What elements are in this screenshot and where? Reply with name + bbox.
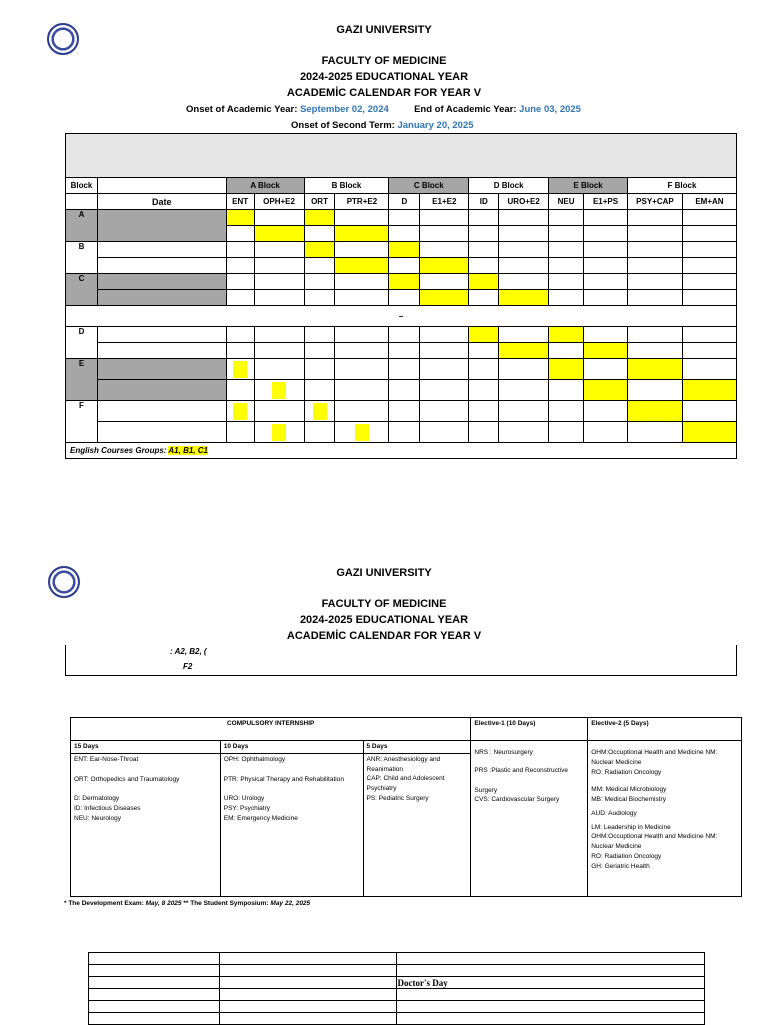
- internship-item: ORT: Orthopedics and Traumatology: [74, 775, 180, 783]
- block-a-header: A Block: [226, 178, 304, 194]
- col-e1-ps: E1+PS: [584, 194, 628, 210]
- internship-item: CAP: Child and Adolescent Psychiatry: [366, 775, 445, 792]
- days5-header: 5 Days: [363, 741, 471, 754]
- internship-item: ENT: Ear-Nose-Throat: [74, 755, 139, 763]
- internship-item: NEU: Neurology: [74, 814, 121, 822]
- dev-exam-date: May, 8 2025: [145, 900, 182, 907]
- university-title: GAZI UNIVERSITY: [336, 24, 432, 36]
- page2-fragment-1: : A2, B2, (: [170, 647, 207, 656]
- days15-header: 15 Days: [71, 741, 221, 754]
- col-neu: NEU: [549, 194, 584, 210]
- elective2-item: AUD: Audiology: [591, 809, 637, 817]
- col-em-an: EM+AN: [682, 194, 736, 210]
- elective1-item: PRS :Plastic and Reconstructive: [474, 766, 568, 774]
- internship-table: [70, 717, 742, 897]
- calendar-title-2: ACADEMİC CALENDAR FOR YEAR V: [286, 630, 482, 642]
- elective2-item: RO: Radiation Oncology: [591, 768, 662, 776]
- col-d: D: [389, 194, 420, 210]
- onset-line: [186, 104, 581, 115]
- page2-cropped-box: [65, 645, 737, 676]
- row-label-b: B: [66, 242, 98, 274]
- row-label-e: E: [66, 359, 98, 401]
- calendar-title: ACADEMİC CALENDAR FOR YEAR V: [286, 87, 482, 99]
- elective2-item: LM: Leadership in Medicine: [591, 823, 671, 831]
- compulsory-header: COMPULSORY INTERNSHIP: [71, 718, 471, 741]
- elective1-item: Surgery: [474, 786, 498, 794]
- onset-value: September 02, 2024: [300, 104, 389, 115]
- english-label: English Courses Groups:: [70, 446, 167, 455]
- calendar-table: [65, 177, 737, 459]
- block-e-header: E Block: [549, 178, 628, 194]
- onset-label: Onset of Academic Year:: [186, 104, 298, 115]
- elective2-list: [588, 741, 742, 897]
- col-ent: ENT: [226, 194, 254, 210]
- date-header: Date: [97, 194, 226, 210]
- block-d-header: D Block: [469, 178, 549, 194]
- end-value: June 03, 2025: [519, 104, 581, 115]
- bottom-table: [88, 952, 705, 1025]
- doctors-day: Doctor's Day: [397, 978, 448, 988]
- internship-item: URO: Urology: [223, 795, 265, 803]
- english-groups: A1, B1, C1: [168, 446, 208, 455]
- elective2-item: OHM:Occuptional Health and Medicine NM: Nuclear Medicine: [591, 749, 718, 766]
- days5-list: [363, 753, 471, 896]
- header-banner: [65, 133, 737, 178]
- elective2-header: Elective-2 (5 Days): [588, 718, 742, 741]
- symposium-label: ** The Student Symposium:: [183, 900, 269, 907]
- row-label-a: A: [66, 210, 98, 242]
- dev-exam-label: * The Development Exam:: [64, 900, 144, 907]
- year-title: 2024-2025 EDUCATIONAL YEAR: [299, 71, 469, 83]
- elective1-item: NRS : Neurosurgery: [474, 749, 533, 756]
- elective2-item: OHM:Occuptional Health and Medicine NM: Nuclear Medicine: [591, 833, 718, 850]
- days15-list: [71, 753, 221, 896]
- second-term-label: Onset of Second Term:: [291, 120, 395, 131]
- elective2-item: MM: Medical Microbiology: [591, 786, 667, 794]
- block-f-header: F Block: [628, 178, 737, 194]
- term-separator: –: [66, 306, 737, 327]
- elective2-item: GH: Geriatric Health: [591, 862, 650, 870]
- internship-item: D: Dermatology: [74, 795, 120, 803]
- page2-fragment-2: F2: [183, 662, 193, 671]
- col-id: ID: [469, 194, 499, 210]
- year-title-2: 2024-2025 EDUCATIONAL YEAR: [299, 614, 469, 626]
- second-term-value: January 20, 2025: [397, 120, 474, 131]
- faculty-title: FACULTY OF MEDICINE: [321, 55, 447, 67]
- internship-item: ID: Infectious Diseases: [74, 805, 141, 812]
- col-ort: ORT: [304, 194, 335, 210]
- elective1-list: [471, 741, 588, 897]
- block-c-header: C Block: [389, 178, 469, 194]
- internship-item: PS: Pediatric Surgery: [366, 794, 429, 802]
- row-label-f: F: [66, 401, 98, 443]
- university-title-2: GAZI UNIVERSITY: [336, 567, 432, 579]
- internship-item: EM: Emergency Medicine: [223, 814, 298, 822]
- row-label-d: D: [66, 327, 98, 359]
- end-label: End of Academic Year:: [414, 104, 517, 115]
- days10-list: [220, 753, 363, 896]
- col-uro-e2: URO+E2: [499, 194, 549, 210]
- second-term-line: [291, 120, 474, 131]
- internship-item: ANR: Anesthesiology and Reanimation: [366, 755, 441, 773]
- row-label-c: C: [66, 274, 98, 306]
- col-oph-e2: OPH+E2: [254, 194, 304, 210]
- english-groups-row: [66, 443, 737, 459]
- col-e1-e2: E1+E2: [420, 194, 469, 210]
- col-psy-cap: PSY+CAP: [628, 194, 683, 210]
- elective2-item: MB: Medical Biochemistry: [591, 796, 666, 803]
- symposium-date: May 22, 2025: [270, 900, 311, 907]
- elective1-header: Elective-1 (10 Days): [471, 718, 588, 741]
- internship-item: PSY: Psychiatry: [223, 805, 270, 812]
- days10-header: 10 Days: [220, 741, 363, 754]
- block-b-header: B Block: [304, 178, 389, 194]
- internship-item: PTR: Physical Therapy and Rehabilitation: [223, 775, 344, 783]
- internship-item: OPH: Ophthalmology: [223, 755, 286, 763]
- faculty-title-2: FACULTY OF MEDICINE: [321, 598, 447, 610]
- block-header: Block: [66, 178, 98, 194]
- elective1-item: CVS: Cardiovascular Surgery: [474, 796, 560, 804]
- elective2-item: RO: Radiation Oncology: [591, 852, 662, 860]
- footnote: [64, 900, 310, 907]
- col-ptr-e2: PTR+E2: [335, 194, 389, 210]
